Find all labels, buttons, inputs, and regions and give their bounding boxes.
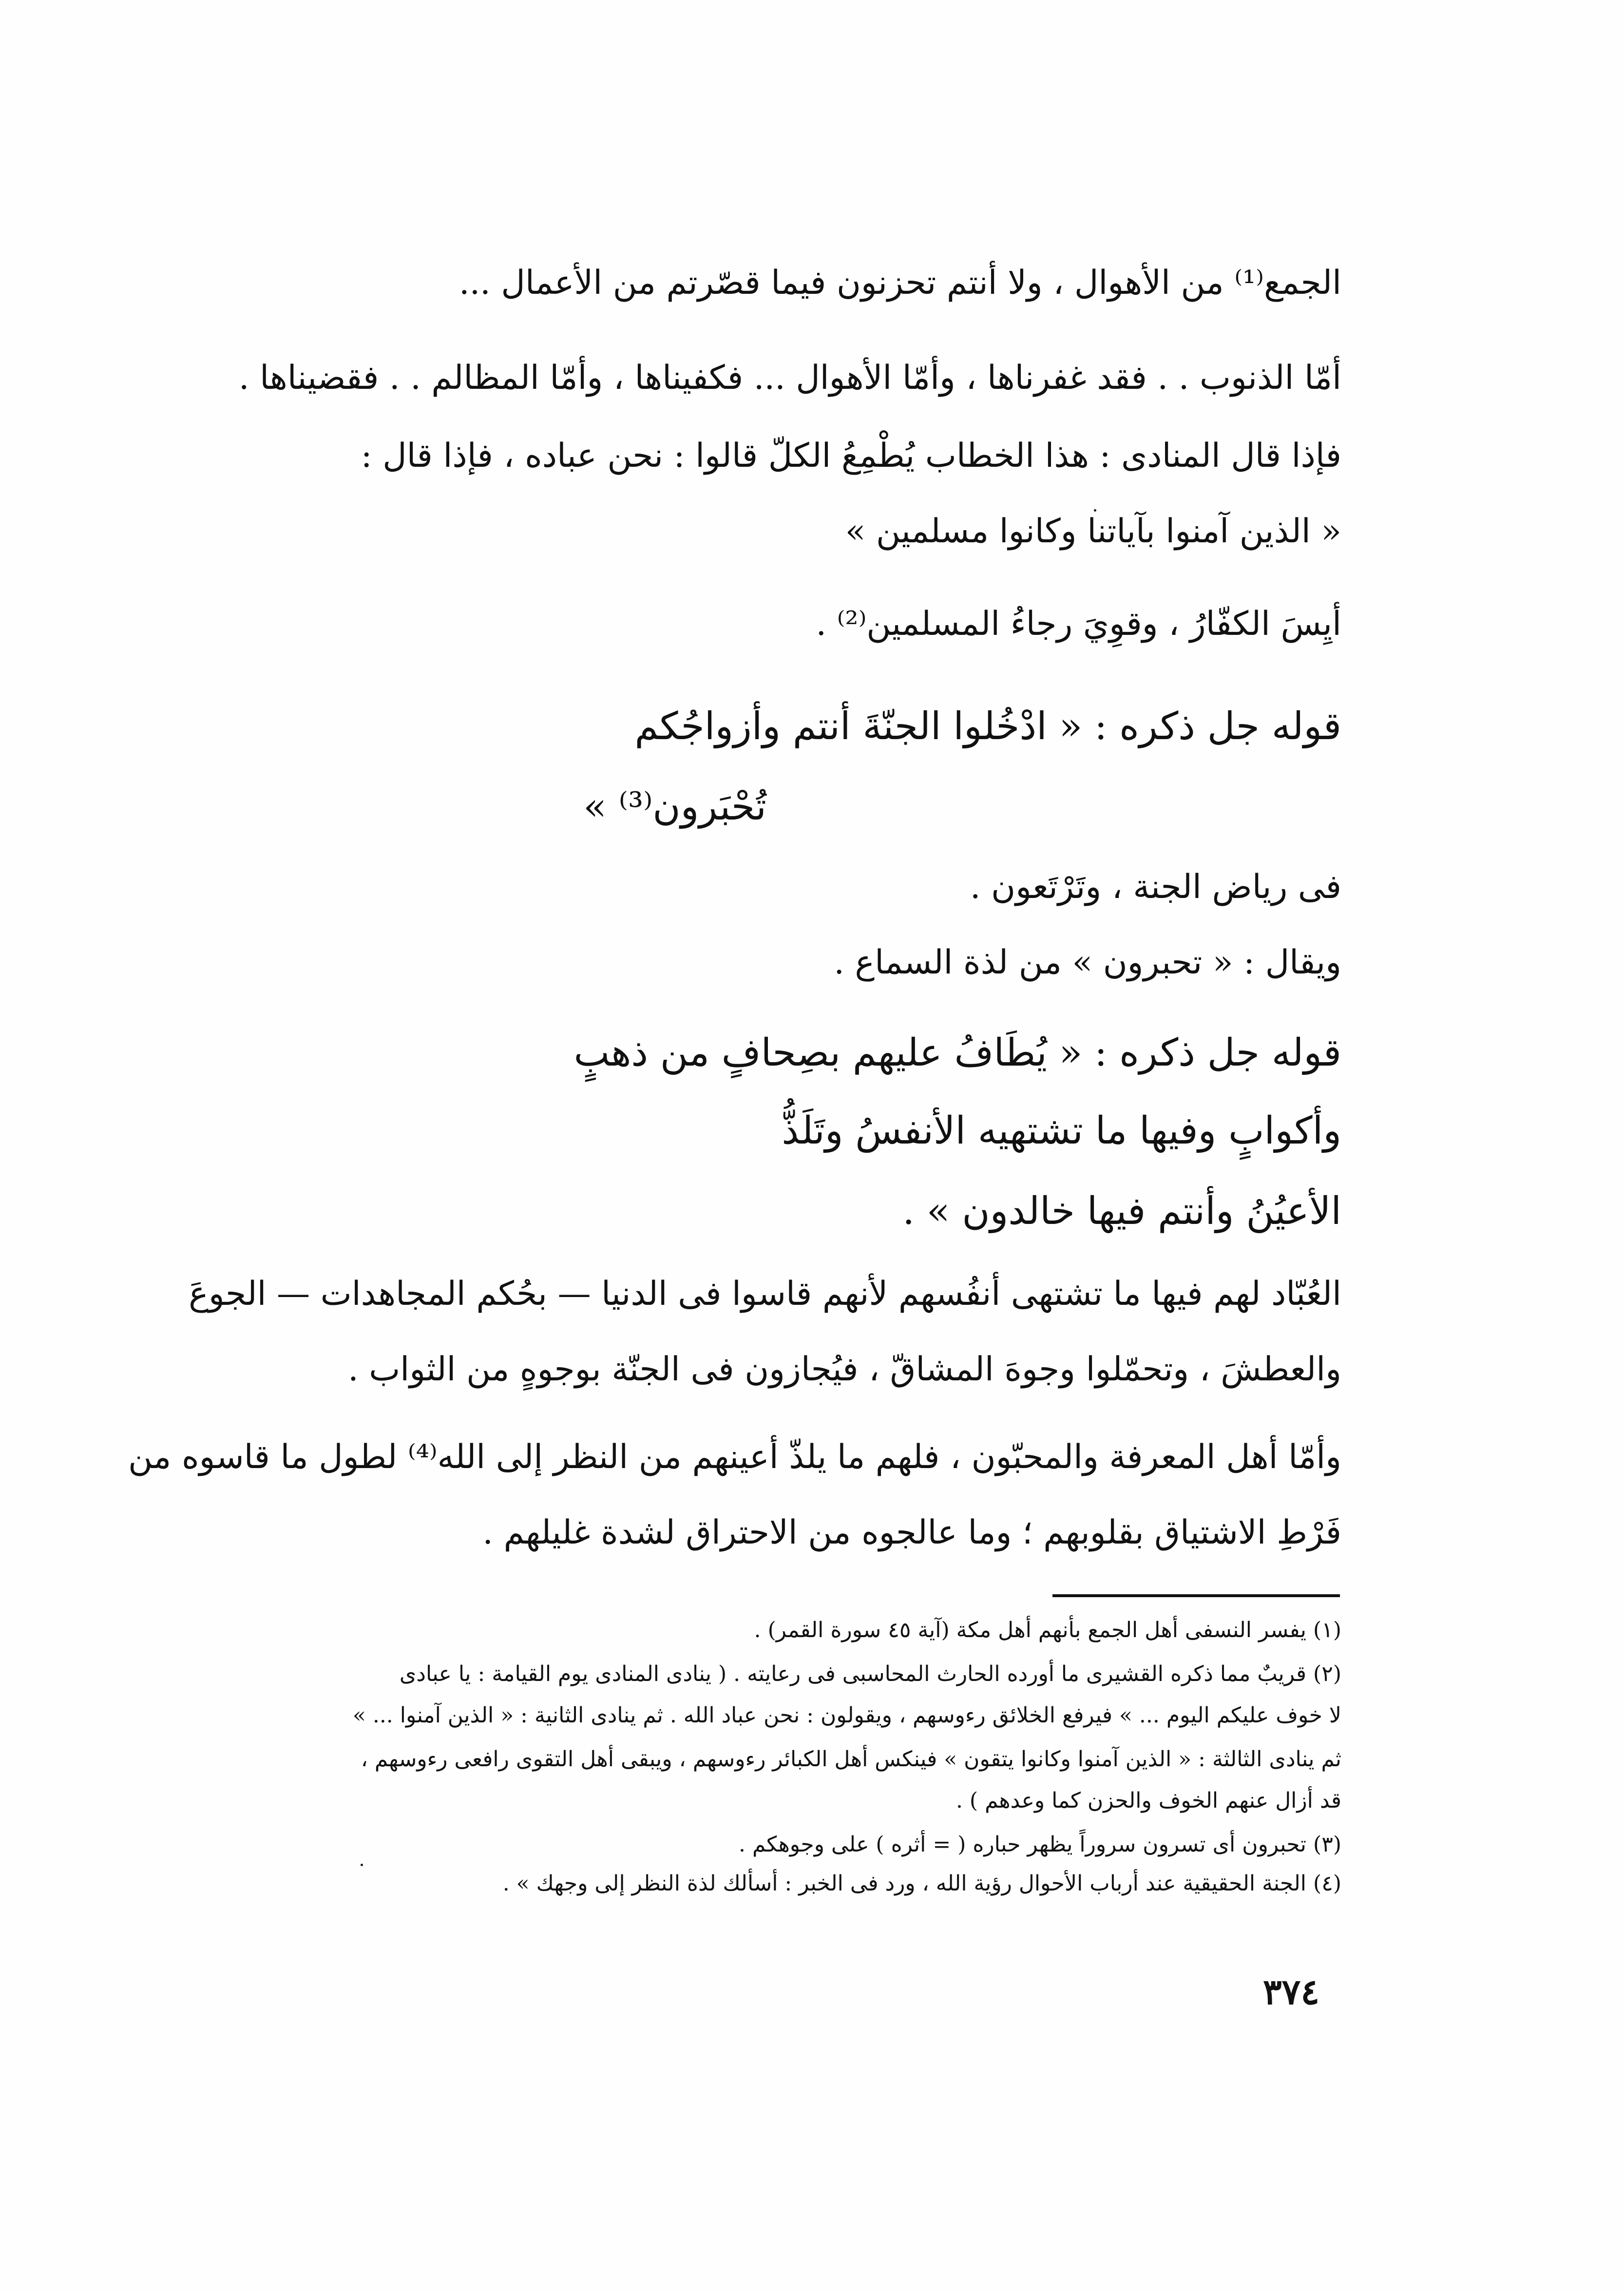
verse-heading-cont: وأكوابٍ وفيها ما تشتهيه الأنفسُ وتَلَذُّ xyxy=(782,1109,1341,1153)
footnote: (١) يفسر النسفى أهل الجمع بأنهم أهل مكة (آية ٤٥ سورة القمر) . xyxy=(754,1618,1341,1642)
footnote-divider xyxy=(1052,1594,1340,1597)
footnote: لا خوف عليكم اليوم ... » فيرفع الخلائق رءوسهم ، ويقولون : نحن عباد الله . ثم ينادى الثانية : « الذين آمنوا ... » xyxy=(352,1703,1341,1728)
footnote: (٤) الجنة الحقيقية عند أرباب الأحوال رؤية الله ، ورد فى الخبر : أسألك لذة النظر إلى وجهك » . xyxy=(502,1871,1341,1896)
verse-heading: قوله جل ذكره : « ادْخُلوا الجنّةَ أنتم وأزواجُكم xyxy=(634,705,1341,748)
text-line: فى رياض الجنة ، وتَرْتَعون . xyxy=(970,868,1341,906)
footnote: (٢) قريبٌ مما ذكره القشيرى ما أورده الحارث المحاسبى فى رعايته . ( ينادى المنادى يوم القيامة : يا عبادى xyxy=(399,1661,1341,1686)
verse-heading: قوله جل ذكره : « يُطَافُ عليهم بصِحافٍ من ذهبٍ xyxy=(573,1031,1341,1075)
text-line: العُبّاد لهم فيها ما تشتهى أنفُسهم لأنهم قاسوا فى الدنيا — بحُكم المجاهدات — الجوعَ xyxy=(189,1275,1341,1313)
text-line: الجمع⁽¹⁾ من الأهوال ، ولا أنتم تحزنون فيما قصّرتم من الأعمال ... xyxy=(459,264,1341,302)
text-line: وأمّا أهل المعرفة والمحبّون ، فلهم ما يلذّ أعينهم من النظر إلى الله⁽⁴⁾ لطول ما قاسوه من xyxy=(128,1438,1341,1476)
footnote: قد أزال عنهم الخوف والحزن كما وعدهم ) . xyxy=(955,1788,1341,1813)
text-line: فَرْطِ الاشتياق بقلوبهم ؛ وما عالجوه من الاحتراق لشدة غليلهم . xyxy=(482,1513,1341,1552)
text-line: ويقال : « تحبرون » من لذة السماع . xyxy=(834,943,1341,982)
footnote: (٣) تحبرون أى تسرون سروراً يظهر حباره ( = أثره ) على وجوهكم . xyxy=(739,1832,1341,1857)
verse-heading-cont: الأعيُنُ وأنتم فيها خالدون » . xyxy=(902,1189,1341,1233)
text-line: أيِسَ الكفّارُ ، وقوِيَ رجاءُ المسلمين⁽²⁾ . xyxy=(816,605,1341,643)
scan-speck xyxy=(361,1864,363,1866)
quran-quote: « الذين آمنوا بآياتنا وكانوا مسلمين » xyxy=(845,512,1341,551)
footnote: ثم ينادى الثالثة : « الذين آمنوا وكانوا يتقون » فينكس أهل الكبائر رءوسهم ، ويبقى أهل التقوى رافعى رءوسهم ، xyxy=(361,1747,1341,1772)
page-number: ٣٧٤ xyxy=(1263,1971,1320,2012)
scan-speck xyxy=(1094,509,1096,512)
text-line: أمّا الذنوب . . فقد غفرناها ، وأمّا الأهوال ... فكفيناها ، وأمّا المظالم . . فقضيناها . xyxy=(238,359,1341,397)
text-line: والعطشَ ، وتحمّلوا وجوهَ المشاقّ ، فيُجازون فى الجنّة بوجوهٍ من الثواب . xyxy=(348,1350,1341,1389)
text-line: فإذا قال المنادى : هذا الخطاب يُطْمِعُ الكلّ قالوا : نحن عباده ، فإذا قال : xyxy=(361,437,1341,475)
verse-heading-cont: تُحْبَرون⁽³⁾ » xyxy=(583,785,766,829)
